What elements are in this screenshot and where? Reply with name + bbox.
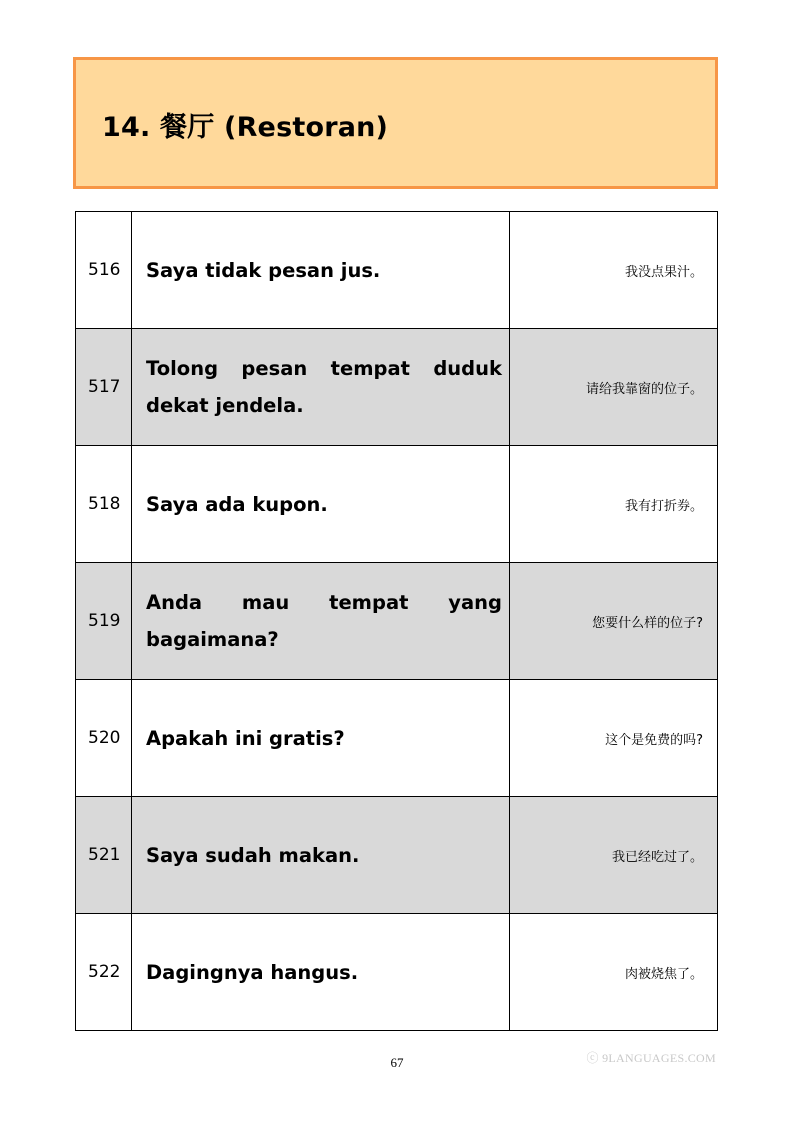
indonesian-phrase: Apakah ini gratis? [132,680,510,797]
page-number: 67 [390,1055,404,1070]
indonesian-phrase: Tolong pesan tempat duduk dekat jendela. [132,329,510,446]
phrase-number: 522 [76,914,132,1031]
table-row [76,914,718,1031]
table-row [76,797,718,914]
indonesian-phrase: Saya tidak pesan jus. [132,212,510,329]
indonesian-phrase: Dagingnya hangus. [132,914,510,1031]
table-row [76,680,718,797]
chinese-translation: 这个是免费的吗? [510,680,718,797]
table-row [76,212,718,329]
indonesian-phrase: Saya sudah makan. [132,797,510,914]
phrase-number: 518 [76,446,132,563]
phrase-number: 521 [76,797,132,914]
chinese-translation: 我没点果汁。 [510,212,718,329]
indonesian-phrase: Saya ada kupon. [132,446,510,563]
phrase-number: 516 [76,212,132,329]
chinese-translation: 我有打折券。 [510,446,718,563]
chinese-translation: 肉被烧焦了。 [510,914,718,1031]
table-row [76,446,718,563]
table-row [76,563,718,680]
phrase-number: 517 [76,329,132,446]
chinese-translation: 请给我靠窗的位子。 [510,329,718,446]
copyright-watermark: ⓒ 9LANGUAGES.COM [586,1051,716,1065]
chapter-header [73,57,718,189]
indonesian-phrase: Anda mau tempat yang bagaimana? [132,563,510,680]
phrase-number: 519 [76,563,132,680]
chinese-translation: 您要什么样的位子? [510,563,718,680]
phrase-table [75,211,718,1031]
chapter-title: 14. 餐厅 (Restoran) [102,112,389,143]
table-row [76,329,718,446]
chinese-translation: 我已经吃过了。 [510,797,718,914]
phrase-number: 520 [76,680,132,797]
